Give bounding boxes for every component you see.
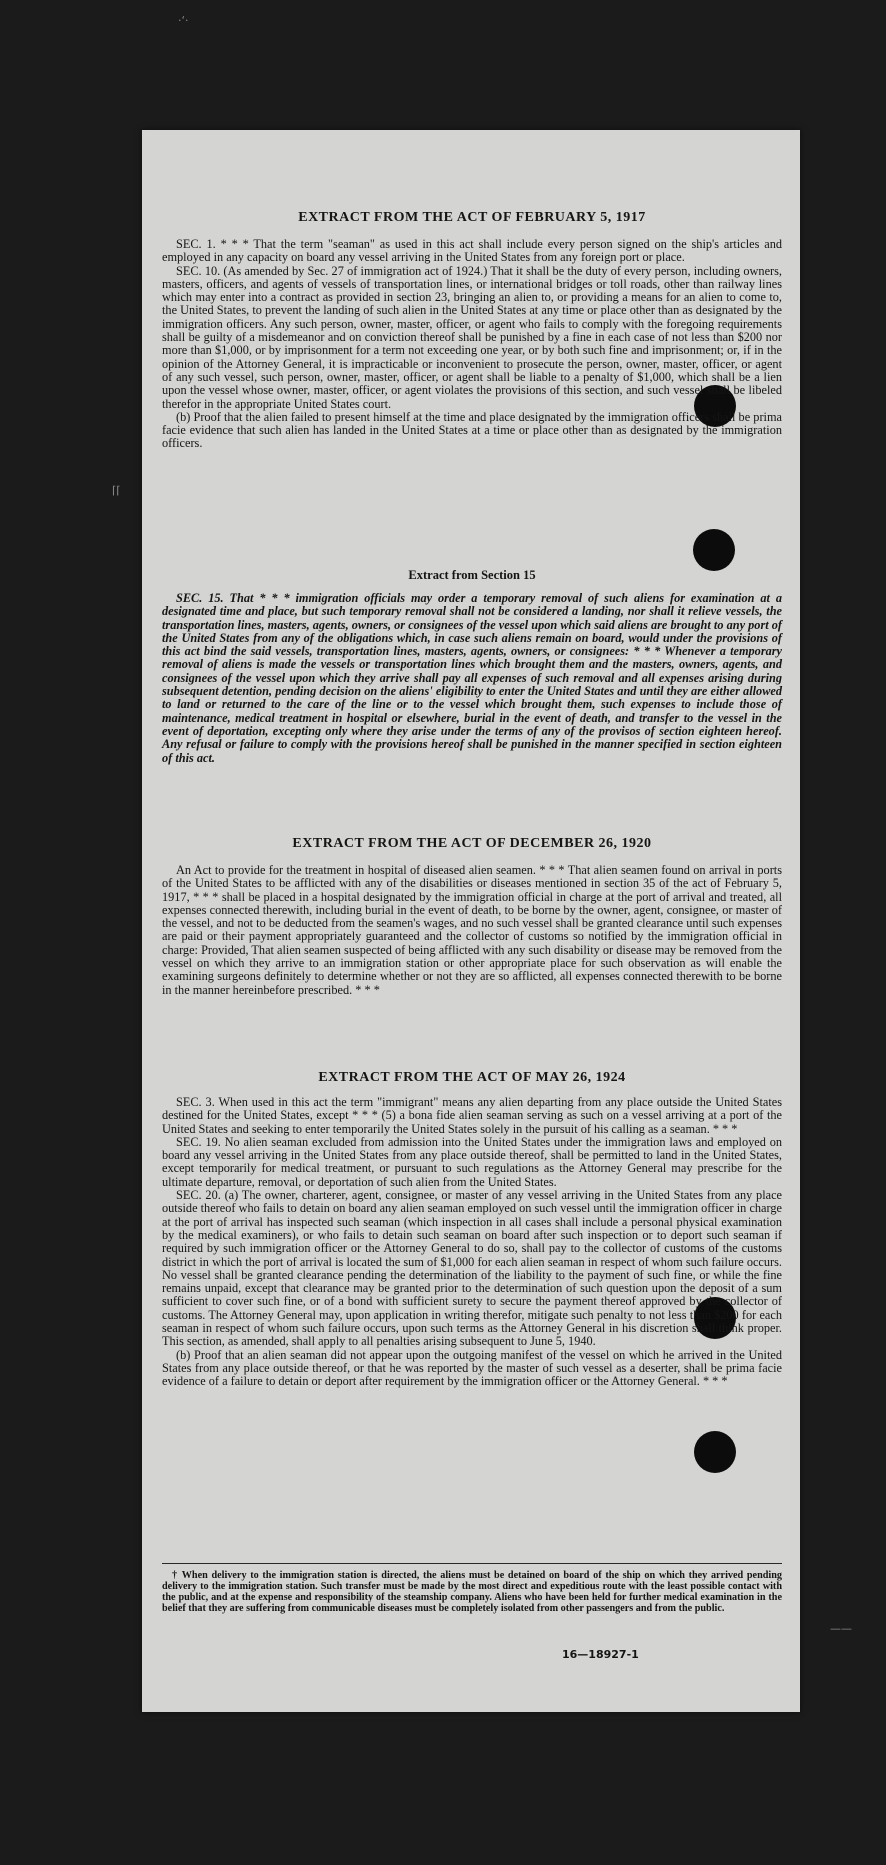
sec-19-paragraph: SEC. 19. No alien seaman excluded from admission into the United States under the immigration laws and employed on board any vessel arriving in the United States from any place outside thereof, shall be permitted to land in the United States, except temporarily for medical treatment, or pursuant to such regulations as the Attorney General may prescribe for the ultimate departure, removal, or deportation of such alien from the United States. [162, 1134, 782, 1189]
sec-10-paragraph: SEC. 10. (As amended by Sec. 27 of immigration act of 1924.) That it shall be the duty of every person, including owners, masters, officers, and agents of vessels of transportation lines, or international bridges or toll roads, other than railway lines which may enter into a contract as provided in section 23, bringing an alien to, or providing a means for an alien to come to, the United States, to prevent the landing of such alien in the United States at any time or place other than as designated by the immigration officers. Any such person, owner, master, officer, or agent who fails to comply with the foregoing requirements shall be guilty of a misdemeanor and on conviction thereof shall be punished by a fine in each case of not less than $200 nor more than $1,000, or by imprisonment for a term not exceeding one year, or by both such fine and imprisonment; or, if in the opinion of the Attorney General, it is impracticable or inconvenient to prosecute the person, owner, master, officer, or agent of any such vessel, such person, owner, master, officer, or agent shall be liable to a penalty of $1,000, which shall be a lien upon the vessel whose owner, master, officer, or agent violates the provisions of this section, and such vessel shall be libeled therefor in the appropriate United States court. [162, 263, 782, 411]
act-1920-title: EXTRACT FROM THE ACT OF DECEMBER 26, 1920 [292, 836, 652, 851]
document-page [142, 130, 800, 1712]
act-1917-body [162, 238, 782, 451]
act-1924-body [162, 1096, 782, 1389]
act-1924-title: EXTRACT FROM THE ACT OF MAY 26, 1924 [318, 1070, 626, 1085]
punch-hole [693, 529, 735, 571]
sec-10-b-paragraph: (b) Proof that the alien failed to present himself at the time and place designated by the immigration officers shall be prima facie evidence that such alien has landed in the United States at a time or place other than as designated by the immigration officers. [162, 409, 782, 451]
sec-15-paragraph: SEC. 15. That * * * immigration officials may order a temporary removal of such aliens for examination at a designated time and place, but such temporary removal shall not be considered a landing, nor shall it relieve vessels, the transportation lines, masters, agents, owners, or consignees of the vessel upon which said aliens are brought to any port of the United States from any of the obligations which, in case such aliens remain on board, would under the provisions of this act bind the said vessels, transportation lines, masters, agents, owners, or consignees: * * * Whenever a temporary removal of aliens is made the vessels or transportation lines which brought them and the masters, owners, agents, and consignees of the vessel upon which they arrive shall pay all expenses of such removal and all expenses arising during subsequent detention, pending decision on the aliens' eligibility to enter the United States and until they are either allowed to land or returned to the care of the line or to the vessel which brought them, such expenses to include those of maintenance, medical treatment in hospital or elsewhere, burial in the event of death, and transfer to the vessel in the event of deportation, excepting only where they arise under the terms of any of the provisos of section eighteen hereof. Any refusal or failure to comply with the provisions hereof shall be punished in the manner specified in section eighteen of this act. [162, 591, 782, 765]
form-code: 16—18927-1 [562, 1648, 639, 1661]
sec-1-paragraph: SEC. 1. * * * That the term "seaman" as used in this act shall include every person signed on the ship's articles and employed in any capacity on board any vessel arriving in the United States from any foreign port or place. [162, 237, 782, 265]
act-1920-paragraph: An Act to provide for the treatment in hospital of diseased alien seamen. * * * That alien seamen found on arrival in ports of the United States to be afflicted with any of the disabilities or diseases mentioned in section 35 of the act of February 5, 1917, * * * shall be placed in a hospital designated by the immigration official in charge at the port of arrival and treated, all expenses connected therewith, including burial in the event of death, to be borne by the owner, agent, consignee, or master of the vessel, and not to be deducted from the seamen's wages, and no such vessel shall be granted clearance until such expenses are paid or their payment appropriately guaranteed and the collector of customs so notified by the immigration official in charge: Provided, That alien seamen suspected of being afflicted with any such disability or disease may be removed from the vessel on which they arrive to an immigration station or other appropriate place for such observation as will enable the examining surgeons definitely to determine whether or not they are so afflicted, all expenses connected therewith to be borne in the manner hereinbefore prescribed. * * * [162, 863, 782, 997]
punch-hole [694, 1431, 736, 1473]
footnote-divider [162, 1563, 782, 1564]
scan-artifact: ⌈⌈ [112, 484, 121, 497]
sec-20-paragraph: SEC. 20. (a) The owner, charterer, agent, consignee, or master of any vessel arriving in the United States from any place outside thereof who fails to detain on board any alien seaman employed on such vessel until the immigration officer in charge at the port of arrival has inspected such seaman (which inspection in all cases shall include a personal physical examination by the medical examiners), or who fails to detain such seaman on board after such inspection or to deport such seaman if required by such immigration officer or the Attorney General to do so, shall pay to the collector of customs of the customs district in which the port of arrival is located the sum of $1,000 for each alien seaman in respect of whom such failure occurs. No vessel shall be granted clearance pending the determination of the liability to the payment of such fine, or while the fine remains unpaid, except that clearance may be granted prior to the determination of such question upon the deposit of a sum sufficient to cover such fine, or of a bond with sufficient surety to secure the payment thereof approved by the collector of customs. The Attorney General may, upon application in writing therefor, mitigate such penalty to not less than $200 for each seaman in respect of whom such failure occurs, upon such terms as the Attorney General in his discretion shall think proper. This section, as amended, shall apply to all penalties arising subsequent to June 5, 1940. [162, 1188, 782, 1349]
scan-artifact: ·‘· [178, 14, 189, 27]
act-1917-title: EXTRACT FROM THE ACT OF FEBRUARY 5, 1917 [298, 210, 646, 225]
section-15-heading: Extract from Section 15 [408, 568, 536, 582]
sec-3-paragraph: SEC. 3. When used in this act the term "immigrant" means any alien departing from any place outside the United States destined for the United States, except * * * (5) a bona fide alien seaman serving as such on a vessel arriving at a port of the United States and seeking to enter temporarily the United States solely in the pursuit of his calling as a seaman. * * * [162, 1095, 782, 1136]
footnote: † When delivery to the immigration station is directed, the aliens must be detained on board of the ship on which they arrived pending delivery to the immigration station. Such transfer must be made by the most direct and expeditious route with the least possible contact with the public, and at the expense and responsibility of the steamship company. Aliens who have been held for further medical examination in the belief that they are suffering from communicable diseases must be completely isolated from other passengers and from the public. [162, 1570, 782, 1614]
sec-20-b-paragraph: (b) Proof that an alien seaman did not appear upon the outgoing manifest of the vessel on which he arrived in the United States from any place outside thereof, or that he was reported by the master of such vessel as a deserter, shall be prima facie evidence of a failure to detain or deport after requirement by the immigration officer or the Attorney General. * * * [162, 1347, 782, 1389]
scan-artifact: —— [830, 1622, 852, 1635]
